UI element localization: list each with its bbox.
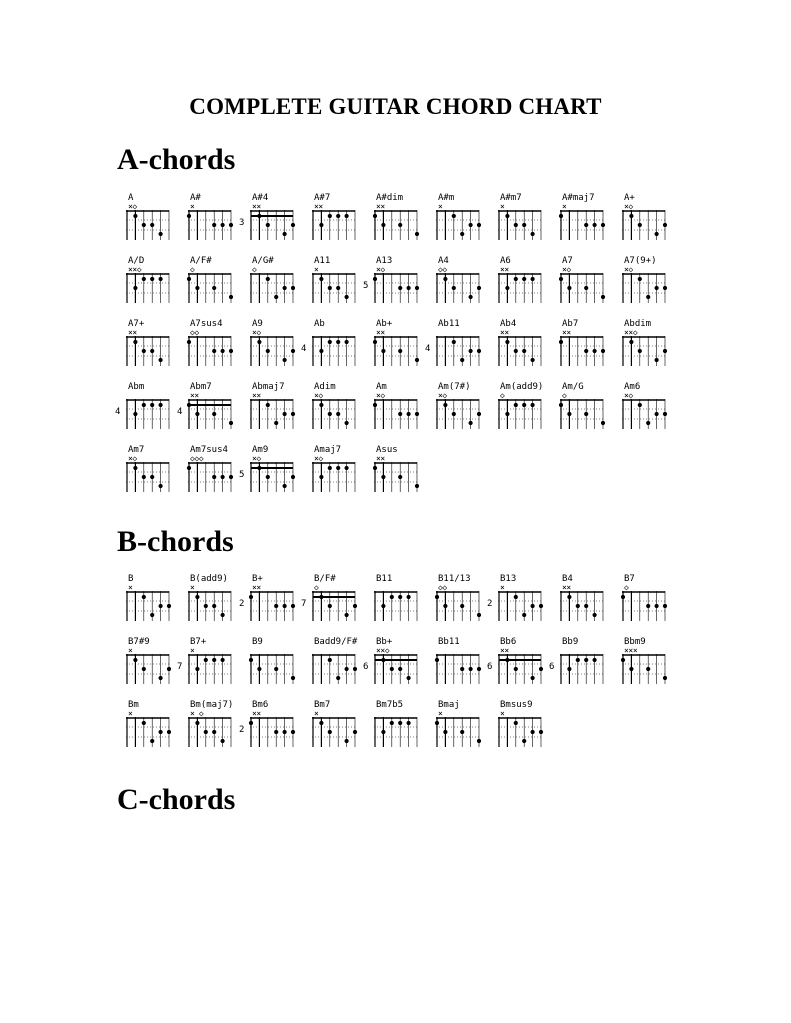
chord-name: B7#9	[128, 637, 150, 647]
chord-name: Ab	[314, 319, 325, 329]
chord-diagram	[366, 574, 418, 634]
string-markers: ××	[500, 265, 509, 274]
fretboard-diagram	[188, 399, 232, 429]
string-markers: ◇	[190, 265, 195, 274]
string-markers: ×	[562, 202, 567, 211]
chord-diagram	[242, 637, 294, 697]
fretboard-diagram	[498, 273, 542, 303]
string-markers: ××	[562, 328, 571, 337]
fretboard-diagram	[126, 399, 170, 429]
chord-diagram	[490, 193, 542, 253]
string-markers: ××	[252, 202, 261, 211]
fretboard-diagram	[436, 210, 480, 240]
chord-diagram	[614, 637, 666, 697]
chord-name: A#	[190, 193, 201, 203]
fret-number: 2	[487, 599, 493, 609]
chord-diagram	[239, 700, 294, 760]
chord-diagram	[614, 256, 666, 316]
chord-name: Amaj7	[314, 445, 342, 455]
chord-diagram	[428, 700, 480, 760]
chord-diagram	[552, 382, 604, 442]
string-markers: ◇	[252, 265, 257, 274]
fretboard-diagram	[498, 654, 542, 684]
fretboard-diagram	[436, 717, 480, 747]
chord-diagram	[118, 256, 170, 316]
chord-diagram	[118, 637, 170, 697]
chord-diagram	[115, 382, 170, 442]
chord-diagram	[239, 574, 294, 634]
chord-name: Bb6	[500, 637, 517, 647]
chord-diagram	[180, 700, 232, 760]
chord-name: Abm7	[190, 382, 212, 392]
fretboard-diagram	[498, 336, 542, 366]
fretboard-diagram	[374, 336, 418, 366]
string-markers: ×◇	[128, 202, 137, 211]
chord-name: Adim	[314, 382, 336, 392]
string-markers: ××	[562, 583, 571, 592]
chord-diagram	[428, 574, 480, 634]
fretboard-diagram	[126, 591, 170, 621]
fretboard-diagram	[250, 210, 294, 240]
chord-diagram	[177, 382, 232, 442]
string-markers: ××◇	[624, 328, 638, 337]
fretboard-diagram	[436, 654, 480, 684]
chord-name: B7	[624, 574, 635, 584]
chord-name: B4	[562, 574, 573, 584]
chord-diagram	[552, 256, 604, 316]
chord-name: Bm7	[314, 700, 331, 710]
section-heading-c-chords: C-chords	[117, 783, 236, 816]
chord-diagram	[301, 319, 356, 379]
fretboard-diagram	[374, 717, 418, 747]
fretboard-diagram	[498, 399, 542, 429]
string-markers: ×◇	[376, 391, 385, 400]
chord-diagram	[552, 319, 604, 379]
fretboard-diagram	[126, 462, 170, 492]
string-markers: ×	[438, 202, 443, 211]
chord-name: Am(7#)	[438, 382, 471, 392]
chord-name: A#m7	[500, 193, 522, 203]
string-markers: ◇◇	[438, 265, 447, 274]
chord-name: Ab4	[500, 319, 517, 329]
fret-number: 4	[301, 344, 307, 354]
chord-name: A/F#	[190, 256, 212, 266]
fretboard-diagram	[374, 273, 418, 303]
string-markers: ×	[500, 202, 505, 211]
fret-number: 5	[363, 281, 369, 291]
chord-diagram	[366, 700, 418, 760]
fretboard-diagram	[126, 654, 170, 684]
fretboard-diagram	[250, 717, 294, 747]
fretboard-diagram	[498, 717, 542, 747]
fretboard-diagram	[560, 654, 604, 684]
fretboard-diagram	[312, 717, 356, 747]
chord-diagram	[118, 574, 170, 634]
fretboard-diagram	[622, 273, 666, 303]
chord-name: A/D	[128, 256, 145, 266]
fretboard-diagram	[374, 654, 418, 684]
string-markers: ×◇	[624, 391, 633, 400]
chord-name: A7sus4	[190, 319, 223, 329]
chord-diagram	[490, 256, 542, 316]
string-markers: ×	[500, 709, 505, 718]
page-title: COMPLETE GUITAR CHORD CHART	[189, 94, 602, 119]
fretboard-diagram	[560, 336, 604, 366]
chord-diagram	[242, 382, 294, 442]
fretboard-diagram	[188, 273, 232, 303]
string-markers: ◇	[314, 583, 319, 592]
chord-diagram	[304, 256, 356, 316]
string-markers: ◇◇◇	[190, 454, 204, 463]
chord-name: A6	[500, 256, 511, 266]
string-markers: ×◇	[252, 328, 261, 337]
chord-name: Ab+	[376, 319, 393, 329]
string-markers: ×	[314, 265, 319, 274]
chord-name: A7(9+)	[624, 256, 657, 266]
chord-name: A	[128, 193, 134, 203]
fretboard-diagram	[622, 591, 666, 621]
chord-diagram	[301, 574, 356, 634]
chord-diagram	[118, 700, 170, 760]
chord-name: Abdim	[624, 319, 652, 329]
string-markers: ××	[376, 328, 385, 337]
string-markers: ××	[500, 646, 509, 655]
string-markers: ××	[376, 202, 385, 211]
string-markers: ×◇	[562, 265, 571, 274]
fretboard-diagram	[560, 399, 604, 429]
string-markers: ×◇	[252, 454, 261, 463]
fretboard-diagram	[560, 273, 604, 303]
chord-diagram	[552, 193, 604, 253]
string-markers: ××	[190, 391, 199, 400]
chord-diagram	[304, 700, 356, 760]
chord-diagram	[425, 319, 480, 379]
chord-name: Badd9/F#	[314, 637, 358, 647]
string-markers: ××	[314, 202, 323, 211]
string-markers: × ◇	[190, 709, 204, 718]
fretboard-diagram	[560, 591, 604, 621]
chord-diagram	[304, 193, 356, 253]
chord-diagram	[614, 574, 666, 634]
fret-number: 2	[239, 725, 245, 735]
chord-name: Bb11	[438, 637, 460, 647]
string-markers: ×	[190, 583, 195, 592]
fretboard-diagram	[188, 717, 232, 747]
chord-name: B/F#	[314, 574, 336, 584]
chord-diagram	[549, 637, 604, 697]
chord-diagram	[304, 382, 356, 442]
string-markers: ×	[190, 646, 195, 655]
string-markers: ×	[314, 709, 319, 718]
chord-diagram	[180, 256, 232, 316]
chord-diagram	[180, 193, 232, 253]
chord-diagram	[304, 637, 356, 697]
fretboard-diagram	[374, 462, 418, 492]
chord-diagram	[239, 193, 294, 253]
fretboard-diagram	[374, 210, 418, 240]
chord-diagram	[490, 319, 542, 379]
chord-name: A7	[562, 256, 573, 266]
chord-diagram	[242, 256, 294, 316]
fretboard-diagram	[250, 399, 294, 429]
fretboard-diagram	[250, 462, 294, 492]
string-markers: ◇◇	[438, 583, 447, 592]
section-heading-b-chords: B-chords	[117, 525, 234, 558]
fret-number: 7	[301, 599, 307, 609]
string-markers: ×◇	[624, 265, 633, 274]
chord-diagram	[366, 445, 418, 505]
string-markers: ×	[438, 709, 443, 718]
fret-number: 4	[425, 344, 431, 354]
fret-number: 3	[239, 218, 245, 228]
string-markers: ×	[500, 583, 505, 592]
fretboard-diagram	[622, 399, 666, 429]
chord-name: Bm(maj7)	[190, 700, 234, 710]
string-markers: ××	[500, 328, 509, 337]
chord-name: A7+	[128, 319, 145, 329]
fretboard-diagram	[188, 210, 232, 240]
chord-name: A+	[624, 193, 635, 203]
string-markers: ◇	[500, 391, 505, 400]
fretboard-diagram	[436, 591, 480, 621]
string-markers: ×	[190, 202, 195, 211]
chord-name: Am	[376, 382, 387, 392]
string-markers: ××◇	[128, 265, 142, 274]
string-markers: ◇	[562, 391, 567, 400]
chord-name: Bb+	[376, 637, 393, 647]
string-markers: ◇◇	[190, 328, 199, 337]
string-markers: ×◇	[314, 391, 323, 400]
chord-diagram	[177, 637, 232, 697]
chord-diagram	[180, 319, 232, 379]
chord-name: Bmsus9	[500, 700, 533, 710]
chord-name: Am6	[624, 382, 641, 392]
chord-diagram	[304, 445, 356, 505]
fretboard-diagram	[126, 273, 170, 303]
string-markers: ×	[128, 646, 133, 655]
chord-diagram	[118, 445, 170, 505]
chord-name: B11/13	[438, 574, 471, 584]
chord-diagram	[366, 382, 418, 442]
chord-name: A11	[314, 256, 331, 266]
chord-name: Abm	[128, 382, 145, 392]
string-markers: ×◇	[438, 391, 447, 400]
fret-number: 6	[363, 662, 369, 672]
chord-name: A#m	[438, 193, 455, 203]
fretboard-diagram	[436, 336, 480, 366]
chord-name: A4	[438, 256, 449, 266]
chord-diagram	[428, 256, 480, 316]
chord-diagram	[490, 382, 542, 442]
fret-number: 2	[239, 599, 245, 609]
chord-diagram	[242, 319, 294, 379]
chord-diagram	[614, 193, 666, 253]
chord-diagram	[366, 193, 418, 253]
chord-name: Ab7	[562, 319, 579, 329]
chord-name: Bb9	[562, 637, 579, 647]
chord-diagram	[487, 637, 542, 697]
fretboard-diagram	[436, 399, 480, 429]
fretboard-diagram	[188, 654, 232, 684]
fretboard-diagram	[622, 336, 666, 366]
chord-name: B	[128, 574, 134, 584]
fretboard-diagram	[622, 654, 666, 684]
fretboard-diagram	[188, 591, 232, 621]
chord-diagram	[366, 319, 418, 379]
string-markers: ×◇	[624, 202, 633, 211]
chord-name: Am9	[252, 445, 269, 455]
chord-name: Abmaj7	[252, 382, 285, 392]
fretboard-diagram	[250, 654, 294, 684]
fret-number: 4	[177, 407, 183, 417]
chord-name: Bm6	[252, 700, 269, 710]
fretboard-diagram	[312, 462, 356, 492]
section-heading-a-chords: A-chords	[117, 143, 236, 176]
chord-name: Bm7b5	[376, 700, 404, 710]
chord-diagram	[180, 445, 232, 505]
fretboard-diagram	[312, 210, 356, 240]
chord-name: Ab11	[438, 319, 460, 329]
chord-diagram	[490, 700, 542, 760]
string-markers: ×	[128, 583, 133, 592]
string-markers: ×××	[624, 646, 638, 655]
chord-diagram	[552, 574, 604, 634]
string-markers: ××	[252, 709, 261, 718]
chord-name: A9	[252, 319, 263, 329]
chord-name: A13	[376, 256, 393, 266]
chord-name: Asus	[376, 445, 398, 455]
chord-diagram	[487, 574, 542, 634]
chord-diagram	[428, 382, 480, 442]
chord-name: B(add9)	[190, 574, 228, 584]
string-markers: ×◇	[128, 454, 137, 463]
fretboard-diagram	[250, 336, 294, 366]
chord-name: A#7	[314, 193, 331, 203]
fret-number: 5	[239, 470, 245, 480]
fretboard-diagram	[312, 336, 356, 366]
chord-name: Am(add9)	[500, 382, 544, 392]
string-markers: ××	[252, 583, 261, 592]
string-markers: ×◇	[376, 265, 385, 274]
fretboard-diagram	[436, 273, 480, 303]
chord-name: B9	[252, 637, 263, 647]
string-markers: ××	[252, 391, 261, 400]
string-markers: ××◇	[376, 646, 390, 655]
chord-diagram	[118, 193, 170, 253]
chord-name: Am7	[128, 445, 145, 455]
chord-diagram	[614, 319, 666, 379]
chord-diagram	[428, 193, 480, 253]
string-markers: ×◇	[314, 454, 323, 463]
chord-name: A#maj7	[562, 193, 595, 203]
chord-name: A/G#	[252, 256, 274, 266]
fretboard-diagram	[374, 399, 418, 429]
chord-name: Am7sus4	[190, 445, 228, 455]
fretboard-diagram	[312, 399, 356, 429]
chord-diagram	[428, 637, 480, 697]
fretboard-diagram	[126, 210, 170, 240]
fretboard-diagram	[498, 591, 542, 621]
fretboard-diagram	[312, 591, 356, 621]
fretboard-diagram	[126, 336, 170, 366]
fretboard-diagram	[126, 717, 170, 747]
string-markers: ◇	[624, 583, 629, 592]
fretboard-diagram	[312, 654, 356, 684]
chord-name: Bbm9	[624, 637, 646, 647]
fretboard-diagram	[188, 462, 232, 492]
chord-name: A#dim	[376, 193, 404, 203]
fret-number: 7	[177, 662, 183, 672]
chord-diagram	[118, 319, 170, 379]
fret-number: 6	[549, 662, 555, 672]
fretboard-diagram	[188, 336, 232, 366]
chord-diagram	[180, 574, 232, 634]
fretboard-diagram	[250, 273, 294, 303]
string-markers: ××	[376, 454, 385, 463]
chord-name: Bm	[128, 700, 139, 710]
chord-name: Am/G	[562, 382, 584, 392]
chord-diagram	[363, 256, 418, 316]
fret-number: 6	[487, 662, 493, 672]
string-markers: ××	[128, 328, 137, 337]
chord-diagram	[239, 445, 294, 505]
fret-number: 4	[115, 407, 121, 417]
chord-name: A#4	[252, 193, 269, 203]
chord-name: B13	[500, 574, 517, 584]
fretboard-diagram	[374, 591, 418, 621]
string-markers: ×	[128, 709, 133, 718]
fretboard-diagram	[622, 210, 666, 240]
fretboard-diagram	[560, 210, 604, 240]
fretboard-diagram	[498, 210, 542, 240]
chord-name: Bmaj	[438, 700, 460, 710]
chord-name: B11	[376, 574, 393, 584]
chord-name: B+	[252, 574, 263, 584]
chord-name: B7+	[190, 637, 207, 647]
fretboard-diagram	[250, 591, 294, 621]
chord-diagram	[363, 637, 418, 697]
chord-diagram	[614, 382, 666, 442]
fretboard-diagram	[312, 273, 356, 303]
